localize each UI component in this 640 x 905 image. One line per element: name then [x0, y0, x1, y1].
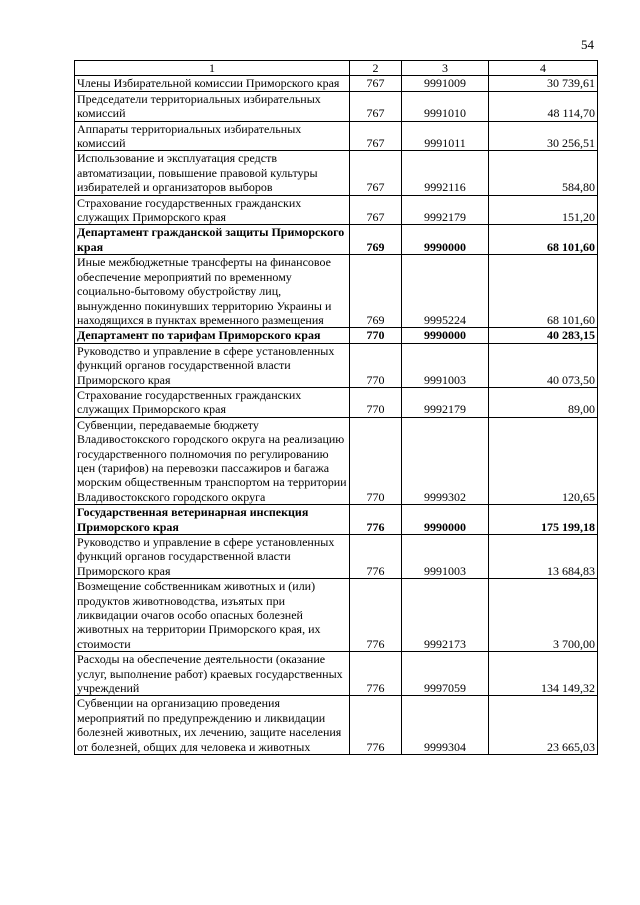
row-name-cell: Использование и эксплуатация средств автоматизации, повышение правовой культуры избирателей и организаторов выборов [75, 151, 350, 195]
table-row [75, 417, 598, 504]
row-department-code-cell: 776 [350, 696, 402, 755]
row-department-code-cell: 767 [350, 76, 402, 91]
table-row [75, 91, 598, 121]
row-amount-cell: 68 101,60 [489, 225, 598, 255]
row-name-cell: Аппараты территориальных избирательных комиссий [75, 121, 350, 151]
row-name-cell: Субвенции, передаваемые бюджету Владивостокского городского округа на реализацию государственного полномочия по регулированию цен (тарифов) на перевозки пассажиров и багажа морским общественным транспортом на территории Владивостокского городского округа [75, 417, 350, 504]
row-expense-code-cell: 9990000 [402, 225, 489, 255]
row-department-code-cell: 767 [350, 91, 402, 121]
row-name-cell: Члены Избирательной комиссии Приморского края [75, 76, 350, 91]
column-header-1: 1 [75, 61, 350, 76]
row-amount-cell: 48 114,70 [489, 91, 598, 121]
page-number: 54 [581, 37, 594, 52]
row-department-code-cell: 776 [350, 579, 402, 652]
table-row [75, 121, 598, 151]
row-department-code-cell: 769 [350, 255, 402, 328]
row-name-cell: Субвенции на организацию проведения мероприятий по предупреждению и ликвидации болезней животных, их лечению, защите населения от болезней, общих для человека и животных [75, 696, 350, 755]
table-row [75, 535, 598, 579]
row-amount-cell: 40 283,15 [489, 328, 598, 343]
row-expense-code-cell: 9990000 [402, 328, 489, 343]
row-amount-cell: 134 149,32 [489, 652, 598, 696]
row-name-cell: Руководство и управление в сфере установленных функций органов государственной власти Приморского края [75, 343, 350, 387]
row-expense-code-cell: 9990000 [402, 505, 489, 535]
row-expense-code-cell: 9992116 [402, 151, 489, 195]
row-name-cell: Государственная ветеринарная инспекция Приморского края [75, 505, 350, 535]
table-row-department [75, 328, 598, 343]
row-expense-code-cell: 9992179 [402, 387, 489, 417]
row-department-code-cell: 770 [350, 343, 402, 387]
row-department-code-cell: 770 [350, 328, 402, 343]
table-row-department [75, 225, 598, 255]
budget-table [74, 60, 598, 755]
table-row [75, 387, 598, 417]
row-department-code-cell: 776 [350, 535, 402, 579]
row-name-cell: Руководство и управление в сфере установленных функций органов государственной власти Приморского края [75, 535, 350, 579]
row-department-code-cell: 770 [350, 417, 402, 504]
row-expense-code-cell: 9999304 [402, 696, 489, 755]
row-name-cell: Возмещение собственникам животных и (или) продуктов животноводства, изъятых при ликвидации очагов особо опасных болезней животных на территории Приморского края, их стоимости [75, 579, 350, 652]
row-name-cell: Иные межбюджетные трансферты на финансовое обеспечение мероприятий по временному социально-бытовому обустройству лиц, вынужденно покинувших территорию Украины и находящихся в пунктах временного размещения [75, 255, 350, 328]
row-department-code-cell: 770 [350, 387, 402, 417]
table-row-department [75, 505, 598, 535]
row-expense-code-cell: 9992179 [402, 195, 489, 225]
row-amount-cell: 89,00 [489, 387, 598, 417]
row-amount-cell: 68 101,60 [489, 255, 598, 328]
row-name-cell: Страхование государственных гражданских служащих Приморского края [75, 387, 350, 417]
row-expense-code-cell: 9999302 [402, 417, 489, 504]
row-amount-cell: 120,65 [489, 417, 598, 504]
row-amount-cell: 175 199,18 [489, 505, 598, 535]
row-expense-code-cell: 9991010 [402, 91, 489, 121]
table-row [75, 151, 598, 195]
column-header-4: 4 [489, 61, 598, 76]
table-row [75, 195, 598, 225]
row-department-code-cell: 767 [350, 195, 402, 225]
table-header-row [75, 61, 598, 76]
row-name-cell: Департамент по тарифам Приморского края [75, 328, 350, 343]
row-amount-cell: 3 700,00 [489, 579, 598, 652]
row-department-code-cell: 776 [350, 505, 402, 535]
row-expense-code-cell: 9997059 [402, 652, 489, 696]
row-amount-cell: 151,20 [489, 195, 598, 225]
row-name-cell: Расходы на обеспечение деятельности (оказание услуг, выполнение работ) краевых государственных учреждений [75, 652, 350, 696]
table-row [75, 343, 598, 387]
row-department-code-cell: 769 [350, 225, 402, 255]
row-name-cell: Страхование государственных гражданских служащих Приморского края [75, 195, 350, 225]
row-expense-code-cell: 9992173 [402, 579, 489, 652]
row-name-cell: Председатели территориальных избирательных комиссий [75, 91, 350, 121]
row-amount-cell: 13 684,83 [489, 535, 598, 579]
row-amount-cell: 30 256,51 [489, 121, 598, 151]
row-amount-cell: 584,80 [489, 151, 598, 195]
row-expense-code-cell: 9991011 [402, 121, 489, 151]
row-expense-code-cell: 9991003 [402, 535, 489, 579]
table-row [75, 652, 598, 696]
row-amount-cell: 40 073,50 [489, 343, 598, 387]
row-name-cell: Департамент гражданской защиты Приморского края [75, 225, 350, 255]
column-header-3: 3 [402, 61, 489, 76]
row-department-code-cell: 767 [350, 121, 402, 151]
row-department-code-cell: 776 [350, 652, 402, 696]
table-row [75, 76, 598, 91]
column-header-2: 2 [350, 61, 402, 76]
table-row [75, 255, 598, 328]
row-amount-cell: 23 665,03 [489, 696, 598, 755]
row-expense-code-cell: 9991003 [402, 343, 489, 387]
row-expense-code-cell: 9991009 [402, 76, 489, 91]
table-row [75, 579, 598, 652]
row-expense-code-cell: 9995224 [402, 255, 489, 328]
table-row [75, 696, 598, 755]
row-department-code-cell: 767 [350, 151, 402, 195]
row-amount-cell: 30 739,61 [489, 76, 598, 91]
